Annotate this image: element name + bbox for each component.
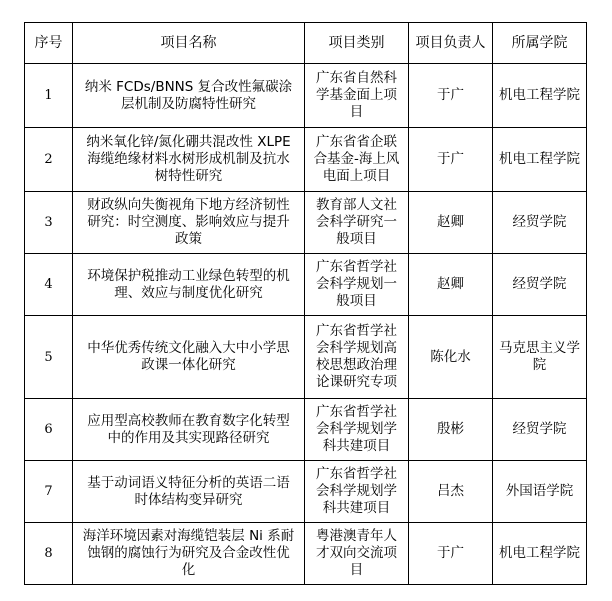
cell-leader: 于广 (409, 128, 493, 192)
cell-index: 7 (25, 461, 73, 523)
cell-index: 8 (25, 523, 73, 585)
table-row (25, 316, 587, 399)
cell-index: 2 (25, 128, 73, 192)
cell-category: 粤港澳青年人才双向交流项目 (305, 523, 409, 585)
header-row (25, 23, 587, 64)
cell-college: 机电工程学院 (493, 523, 587, 585)
header-index: 序号 (25, 23, 73, 64)
cell-name: 中华优秀传统文化融入大中小学思政课一体化研究 (73, 316, 305, 399)
table-row (25, 254, 587, 316)
cell-leader: 于广 (409, 64, 493, 128)
cell-name: 纳米 FCDs/BNNS 复合改性氟碳涂层机制及防腐特性研究 (73, 64, 305, 128)
cell-category: 广东省自然科学基金面上项目 (305, 64, 409, 128)
header-college: 所属学院 (493, 23, 587, 64)
header-category: 项目类别 (305, 23, 409, 64)
cell-college: 经贸学院 (493, 192, 587, 254)
table-row (25, 399, 587, 461)
header-name: 项目名称 (73, 23, 305, 64)
cell-index: 3 (25, 192, 73, 254)
cell-index: 4 (25, 254, 73, 316)
cell-leader: 赵卿 (409, 192, 493, 254)
cell-name: 海洋环境因素对海缆铠装层 Ni 系耐蚀钢的腐蚀行为研究及合金改性优化 (73, 523, 305, 585)
cell-college: 马克思主义学院 (493, 316, 587, 399)
cell-name: 基于动词语义特征分析的英语二语时体结构变异研究 (73, 461, 305, 523)
table-row (25, 128, 587, 192)
cell-leader: 殷彬 (409, 399, 493, 461)
cell-category: 广东省哲学社会科学规划学科共建项目 (305, 461, 409, 523)
cell-name: 环境保护税推动工业绿色转型的机理、效应与制度优化研究 (73, 254, 305, 316)
cell-index: 6 (25, 399, 73, 461)
cell-college: 机电工程学院 (493, 128, 587, 192)
table-row (25, 192, 587, 254)
cell-index: 5 (25, 316, 73, 399)
cell-college: 经贸学院 (493, 399, 587, 461)
table-row (25, 461, 587, 523)
table-row (25, 523, 587, 585)
header-leader: 项目负责人 (409, 23, 493, 64)
cell-name: 财政纵向失衡视角下地方经济韧性研究：时空测度、影响效应与提升政策 (73, 192, 305, 254)
cell-college: 外国语学院 (493, 461, 587, 523)
cell-leader: 于广 (409, 523, 493, 585)
table-row (25, 64, 587, 128)
cell-category: 广东省省企联合基金-海上风电面上项目 (305, 128, 409, 192)
cell-category: 广东省哲学社会科学规划一般项目 (305, 254, 409, 316)
cell-name: 纳米氧化锌/氮化硼共混改性 XLPE 海缆绝缘材料水树形成机制及抗水树特性研究 (73, 128, 305, 192)
cell-name: 应用型高校教师在教育数字化转型中的作用及其实现路径研究 (73, 399, 305, 461)
cell-leader: 赵卿 (409, 254, 493, 316)
cell-category: 广东省哲学社会科学规划学科共建项目 (305, 399, 409, 461)
cell-leader: 吕杰 (409, 461, 493, 523)
projects-table (24, 22, 587, 585)
cell-category: 教育部人文社会科学研究一般项目 (305, 192, 409, 254)
cell-college: 机电工程学院 (493, 64, 587, 128)
cell-index: 1 (25, 64, 73, 128)
cell-leader: 陈化水 (409, 316, 493, 399)
cell-college: 经贸学院 (493, 254, 587, 316)
cell-category: 广东省哲学社会科学规划高校思想政治理论课研究专项 (305, 316, 409, 399)
